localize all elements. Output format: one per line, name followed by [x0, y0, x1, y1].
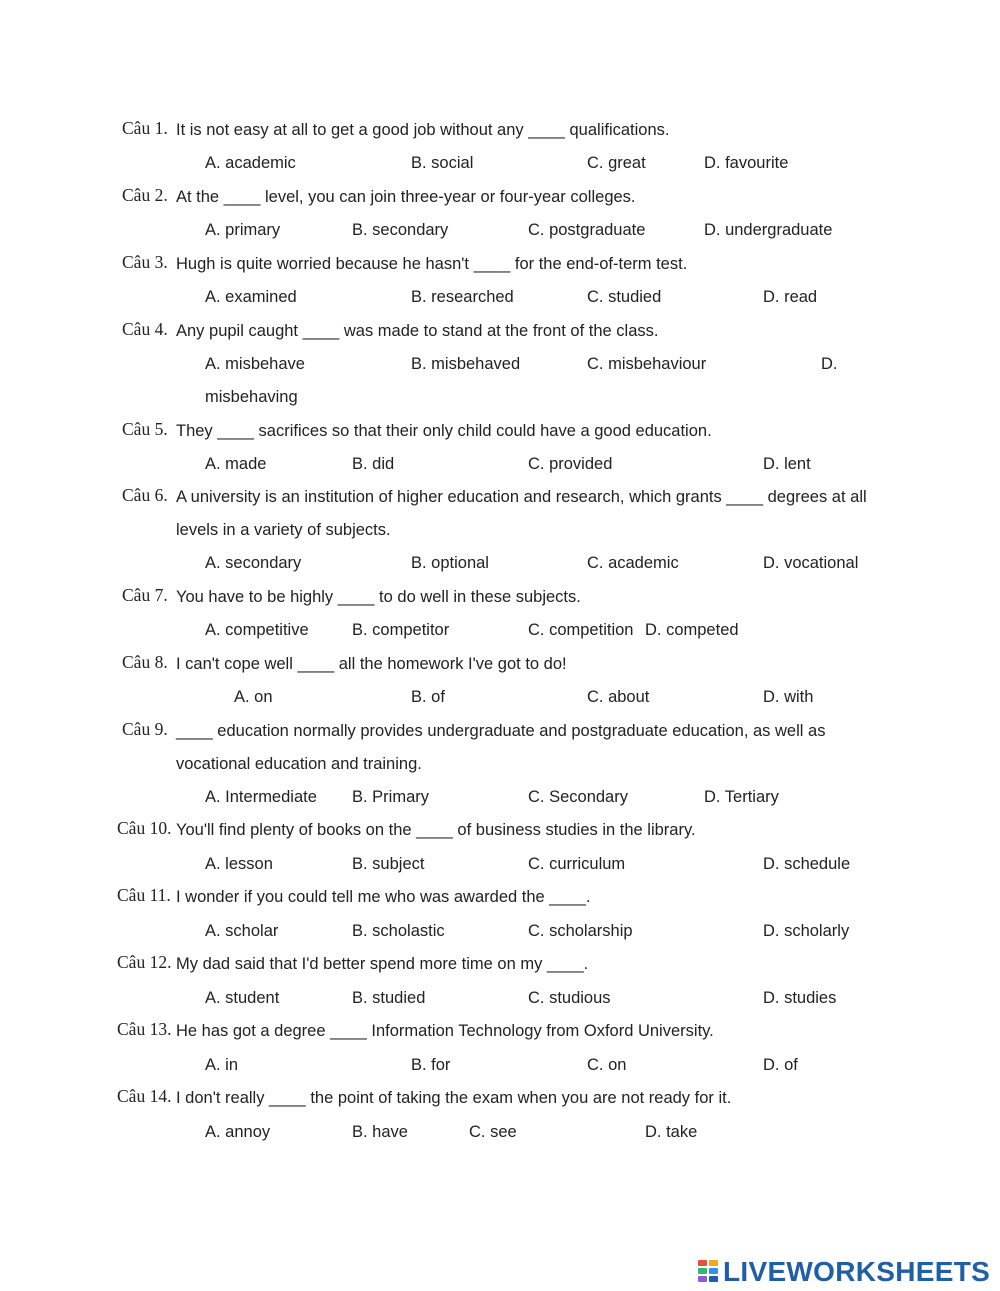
question-text: You have to be highly ____ to do well in these subjects. [176, 588, 581, 606]
option-b[interactable]: B. have [352, 1123, 408, 1141]
option-b[interactable]: B. Primary [352, 788, 430, 806]
question-label: Câu 7. [122, 585, 168, 605]
question-text-continued: levels in a variety of subjects. [176, 521, 391, 539]
question-text: ____ education normally provides undergraduate and postgraduate education, as well as [176, 722, 826, 740]
option-c[interactable]: C. postgraduate [528, 221, 646, 239]
option-d[interactable]: D. [821, 355, 838, 373]
option-a[interactable]: A. made [205, 455, 267, 473]
option-b[interactable]: B. scholastic [352, 922, 445, 940]
option-c[interactable]: C. on [587, 1056, 627, 1074]
option-d-wrapped-text[interactable]: misbehaving [205, 388, 298, 406]
option-b[interactable]: B. studied [352, 989, 426, 1007]
question-label: Câu 12. [117, 952, 172, 972]
option-c[interactable]: C. scholarship [528, 922, 633, 940]
option-a[interactable]: A. academic [205, 154, 296, 172]
option-a[interactable]: A. annoy [205, 1123, 271, 1141]
option-c[interactable]: C. curriculum [528, 855, 626, 873]
question-text: I wonder if you could tell me who was awarded the ____. [176, 888, 591, 906]
question-text: He has got a degree ____ Information Technology from Oxford University. [176, 1022, 714, 1040]
question-label: Câu 6. [122, 485, 168, 505]
option-d[interactable]: D. take [645, 1123, 698, 1141]
option-c[interactable]: C. Secondary [528, 788, 628, 806]
question-label: Câu 4. [122, 319, 168, 339]
question-label: Câu 3. [122, 252, 168, 272]
liveworksheets-blocks-icon [698, 1260, 722, 1284]
question-text: Hugh is quite worried because he hasn't ____ for the end-of-term test. [176, 255, 688, 273]
option-b[interactable]: B. optional [411, 554, 489, 572]
option-c[interactable]: C. about [587, 688, 650, 706]
option-b[interactable]: B. social [411, 154, 474, 172]
question-text: It is not easy at all to get a good job without any ____ qualifications. [176, 121, 670, 139]
option-c[interactable]: C. great [587, 154, 646, 172]
question-text: A university is an institution of higher education and research, which grants ____ degrees at all [176, 488, 867, 506]
option-a[interactable]: A. in [205, 1056, 239, 1074]
option-c[interactable]: C. misbehaviour [587, 355, 707, 373]
question-label: Câu 1. [122, 118, 168, 138]
option-a[interactable]: A. examined [205, 288, 297, 306]
question-text: I don't really ____ the point of taking the exam when you are not ready for it. [176, 1089, 732, 1107]
question-label: Câu 10. [117, 818, 172, 838]
option-b[interactable]: B. for [411, 1056, 451, 1074]
option-d[interactable]: D. schedule [763, 855, 851, 873]
option-d[interactable]: D. competed [645, 621, 739, 639]
option-d[interactable]: D. with [763, 688, 814, 706]
option-d[interactable]: D. of [763, 1056, 798, 1074]
question-label: Câu 2. [122, 185, 168, 205]
option-c[interactable]: C. competition [528, 621, 634, 639]
question-label: Câu 13. [117, 1019, 172, 1039]
question-label: Câu 8. [122, 652, 168, 672]
option-d[interactable]: D. studies [763, 989, 837, 1007]
question-text: They ____ sacrifices so that their only child could have a good education. [176, 422, 712, 440]
option-a[interactable]: A. Intermediate [205, 788, 317, 806]
option-d[interactable]: D. Tertiary [704, 788, 779, 806]
option-c[interactable]: C. academic [587, 554, 679, 572]
option-a[interactable]: A. lesson [205, 855, 273, 873]
option-c[interactable]: C. studied [587, 288, 662, 306]
option-d[interactable]: D. scholarly [763, 922, 850, 940]
question-text: At the ____ level, you can join three-year or four-year colleges. [176, 188, 636, 206]
option-b[interactable]: B. subject [352, 855, 425, 873]
option-a[interactable]: A. competitive [205, 621, 309, 639]
option-a[interactable]: A. on [234, 688, 273, 706]
option-a[interactable]: A. secondary [205, 554, 302, 572]
option-d[interactable]: D. read [763, 288, 818, 306]
option-a[interactable]: A. misbehave [205, 355, 305, 373]
option-a[interactable]: A. scholar [205, 922, 279, 940]
option-b[interactable]: B. secondary [352, 221, 449, 239]
question-label: Câu 11. [117, 885, 171, 905]
option-c[interactable]: C. provided [528, 455, 613, 473]
option-d[interactable]: D. lent [763, 455, 811, 473]
option-b[interactable]: B. misbehaved [411, 355, 521, 373]
option-c[interactable]: C. see [469, 1123, 517, 1141]
question-label: Câu 14. [117, 1086, 172, 1106]
option-c[interactable]: C. studious [528, 989, 611, 1007]
option-b[interactable]: B. of [411, 688, 445, 706]
question-label: Câu 5. [122, 419, 168, 439]
option-b[interactable]: B. did [352, 455, 395, 473]
liveworksheets-wordmark: LIVEWORKSHEETS [723, 1256, 991, 1287]
question-text: I can't cope well ____ all the homework I've got to do! [176, 655, 567, 673]
option-d[interactable]: D. vocational [763, 554, 859, 572]
option-b[interactable]: B. researched [411, 288, 514, 306]
question-text: You'll find plenty of books on the ____ of business studies in the library. [176, 821, 696, 839]
question-text: My dad said that I'd better spend more time on my ____. [176, 955, 589, 973]
question-label: Câu 9. [122, 719, 168, 739]
option-a[interactable]: A. student [205, 989, 280, 1007]
option-a[interactable]: A. primary [205, 221, 281, 239]
question-text-continued: vocational education and training. [176, 755, 422, 773]
option-b[interactable]: B. competitor [352, 621, 450, 639]
option-d[interactable]: D. favourite [704, 154, 789, 172]
question-text: Any pupil caught ____ was made to stand at the front of the class. [176, 322, 659, 340]
option-d[interactable]: D. undergraduate [704, 221, 833, 239]
